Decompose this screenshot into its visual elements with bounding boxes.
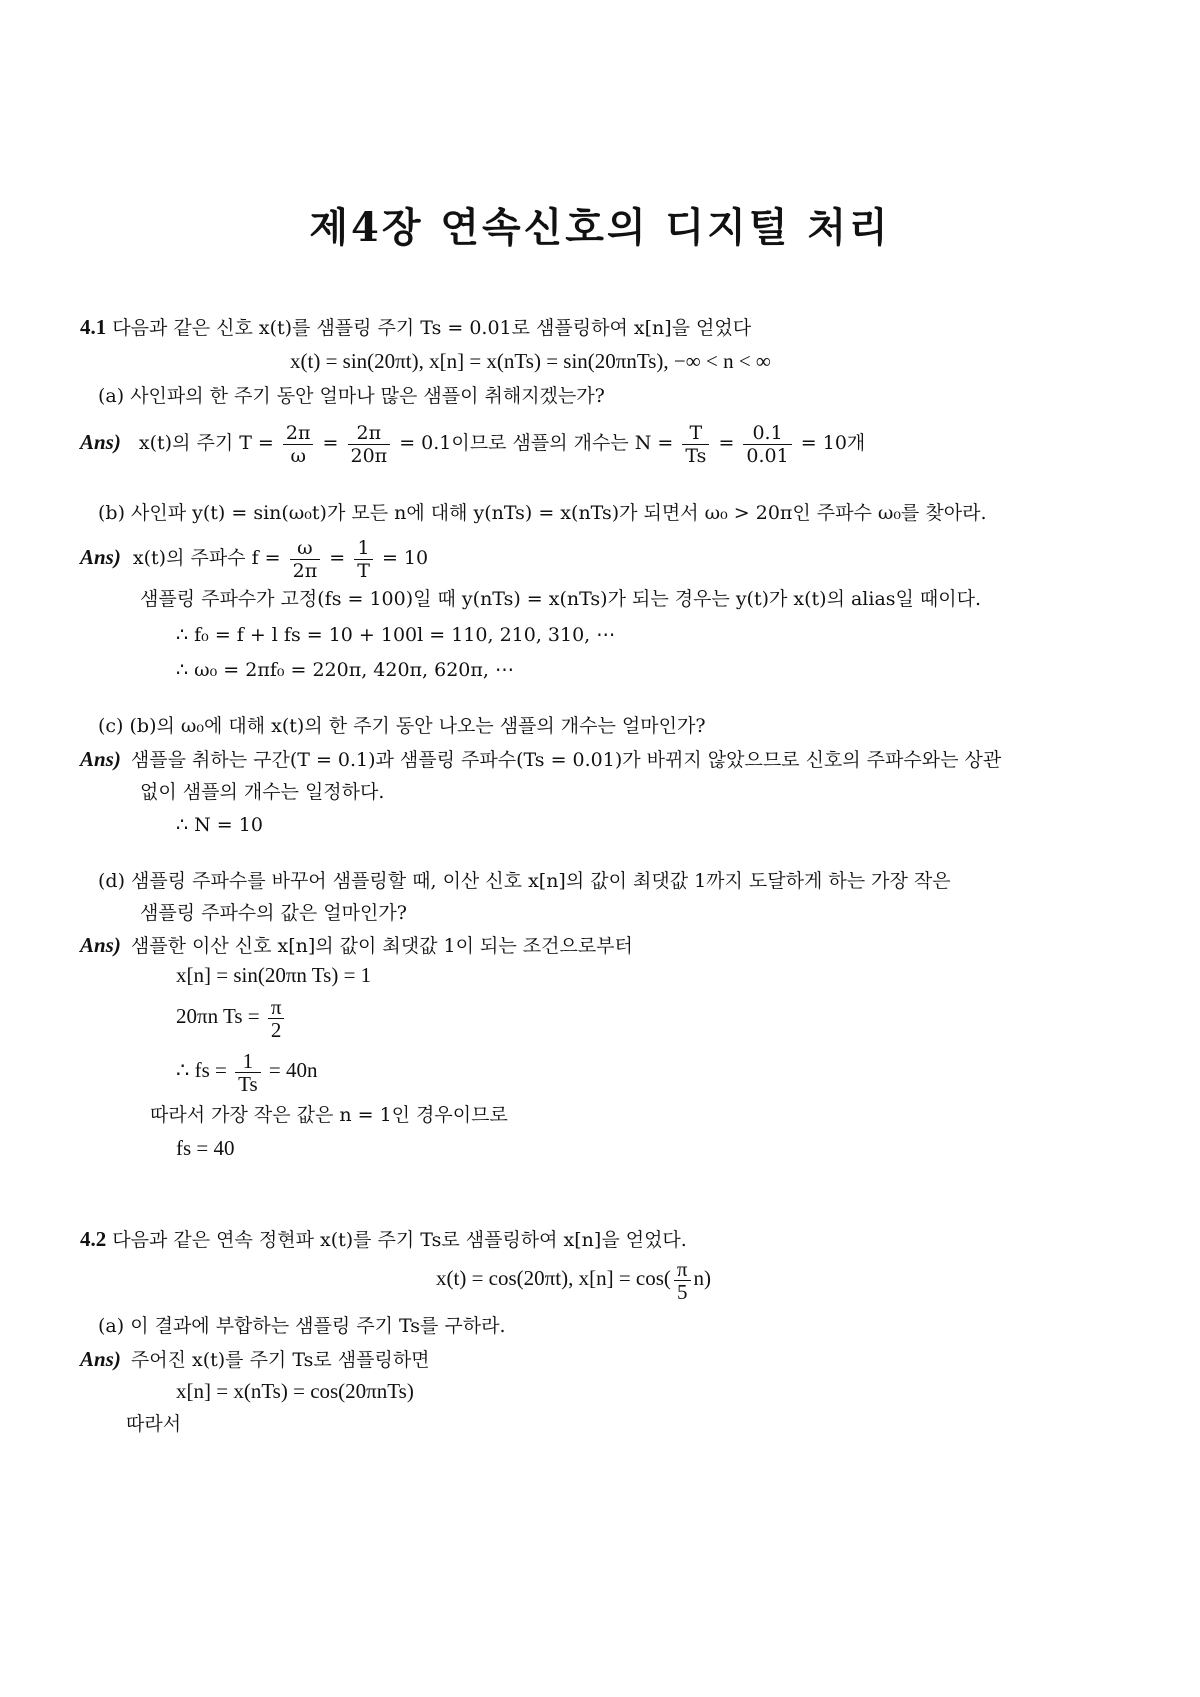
answer-b-line-2: 샘플링 주파수가 고정(fs = 100)일 때 y(nTs) = x(nTs)가 되는 경우는 y(t)가 x(t)의 alias일 때이다. [140,588,982,610]
numerator: π [674,1258,691,1281]
denominator: 20π [350,444,388,467]
chapter-title: 제4장 연속신호의 디지털 처리 [309,204,891,251]
answer-text: 샘플을 취하는 구간(T = 0.1)과 샘플링 주파수(Ts = 0.01)가 바뀌지 않았으므로 신호의 주파수와는 상관 [130,749,1002,771]
answer-text: 주어진 x(t)를 주기 Ts로 샘플링하면 [130,1349,430,1371]
answer-d-eq-2 [176,994,287,1041]
problem-4-2-statement [80,1226,687,1253]
equals: = [329,547,346,569]
eq-right: = 40n [268,1058,318,1082]
equals: = [718,432,735,454]
numerator: 1 [354,537,373,560]
answer-label: Ans) [80,1347,121,1371]
problem-text: 다음과 같은 신호 x(t)를 샘플링 주기 Ts = 0.01로 샘플링하여 x[n]을 얻었다 [106,317,752,339]
answer-text: x(t)의 주파수 f = [132,547,281,569]
question-c: (c) (b)의 ω₀에 대해 x(t)의 한 주기 동안 나오는 샘플의 개수는 얼마인가? [98,715,706,737]
answer-c [80,746,1001,773]
fraction [743,422,791,467]
fraction [283,422,314,467]
question-a: (a) 이 결과에 부합하는 샘플링 주기 Ts를 구하라. [98,1315,506,1337]
equals: = [322,432,339,454]
answer-d-line-6: fs = 40 [176,1136,235,1160]
answer-a-line-3: 따라서 [126,1413,182,1435]
denominator: 2 [270,1017,282,1042]
denominator: Ts [685,444,707,467]
answer-label: Ans) [80,933,121,957]
problem-4-1-statement [80,314,751,341]
problem-number: 4.2 [80,1227,107,1251]
eq-left: ∴ fs = [176,1058,227,1082]
answer-c-line-2: 없이 샘플의 개수는 일정하다. [140,781,385,803]
answer-d-eq-1: x[n] = sin(20πn Ts) = 1 [176,963,372,987]
fraction [674,1258,691,1303]
numerator: T [682,422,709,445]
answer-d-line-5: 따라서 가장 작은 값은 n = 1인 경우이므로 [150,1104,508,1126]
answer-b-line-3: ∴ f₀ = f + l fs = 10 + 100l = 110, 210, 310, ⋯ [176,624,616,646]
numerator: π [268,996,285,1019]
numerator: ω [290,537,321,560]
question-b: (b) 사인파 y(t) = sin(ω₀t)가 모든 n에 대해 y(nTs) = x(nTs)가 되면서 ω₀ > 20π인 주파수 ω₀를 찾아라. [98,502,987,524]
numerator: 2π [348,422,391,445]
numerator: 0.1 [743,422,791,445]
answer-text: = 0.1이므로 샘플의 개수는 N = [399,432,674,454]
answer-a [80,1346,430,1373]
problem-number: 4.1 [80,315,107,339]
answer-a-eq: x[n] = x(nTs) = cos(20πnTs) [176,1379,414,1403]
eq-left: x(t) = cos(20πt), x[n] = cos( [436,1266,671,1290]
fraction [682,422,709,467]
answer-d-eq-3 [176,1048,318,1095]
answer-label: Ans) [80,430,121,454]
answer-b-line-4: ∴ ω₀ = 2πf₀ = 220π, 420π, 620π, ⋯ [176,659,514,681]
fraction [235,1050,261,1095]
numerator: 2π [283,422,314,445]
answer-a [80,420,865,467]
answer-d [80,932,633,959]
eq-right: n) [693,1266,712,1290]
answer-b [80,535,428,582]
eq-left: 20πn Ts = [176,1004,260,1028]
question-d-line-2: 샘플링 주파수의 값은 얼마인가? [140,902,407,924]
denominator: ω [290,444,306,467]
denominator: Ts [238,1071,258,1096]
answer-label: Ans) [80,747,121,771]
question-d-line-1: (d) 샘플링 주파수를 바꾸어 샘플링할 때, 이산 신호 x[n]의 값이 최댓값 1까지 도달하게 하는 가장 작은 [98,870,951,892]
fraction [354,537,373,582]
denominator: 2π [292,559,318,582]
problem-4-1-equation: x(t) = sin(20πt), x[n] = x(nTs) = sin(20πnTs), −∞ < n < ∞ [290,349,771,373]
numerator: 1 [235,1050,261,1073]
problem-text: 다음과 같은 연속 정현파 x(t)를 주기 Ts로 샘플링하여 x[n]을 얻었다. [106,1229,687,1251]
answer-text: = 10 [381,547,429,569]
denominator: T [357,559,370,582]
problem-4-2-equation [436,1256,711,1303]
fraction [268,996,285,1041]
denominator: 0.01 [746,444,789,467]
answer-label: Ans) [80,545,121,569]
question-a: (a) 사인파의 한 주기 동안 얼마나 많은 샘플이 취해지겠는가? [98,385,605,407]
denominator: 5 [676,1279,688,1304]
fraction [290,537,321,582]
answer-text: = 10개 [800,432,866,454]
fraction [348,422,391,467]
answer-c-line-3: ∴ N = 10 [176,814,263,836]
answer-text: x(t)의 주기 T = [138,432,274,454]
answer-text: 샘플한 이산 신호 x[n]의 값이 최댓값 1이 되는 조건으로부터 [130,935,633,957]
